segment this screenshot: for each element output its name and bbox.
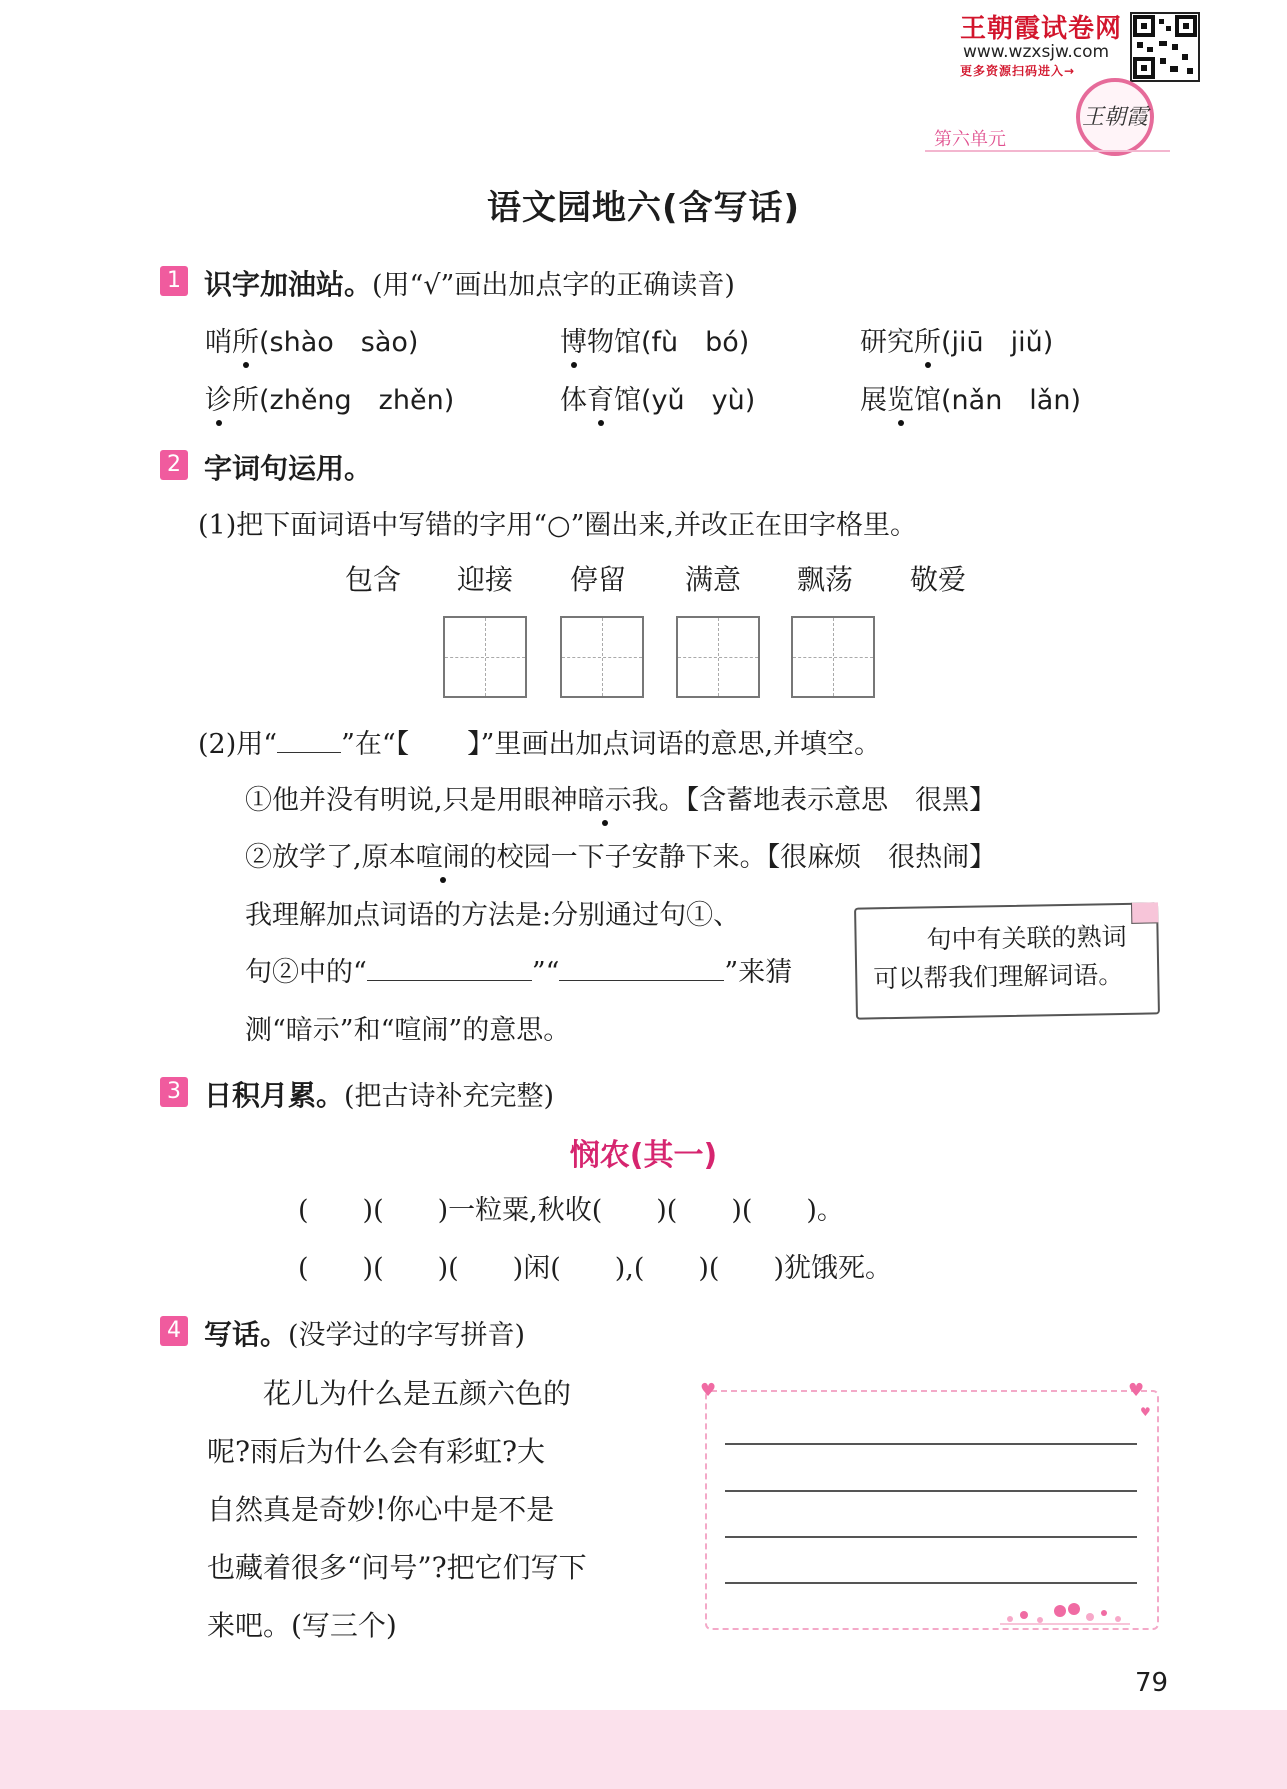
blank-1[interactable] [367,958,532,981]
brand-tagline: 更多资源扫码进入→ [960,64,1076,78]
section-2-title: 字词句运用。 [204,452,373,485]
poem-title: 悯农(其一) [569,1138,718,1173]
section-4-heading [204,1313,525,1353]
note-fold [1131,902,1158,923]
tian-grid-1[interactable] [443,616,527,698]
poem-line-2: ( )( )( )闲( ),( )( )犹饿死。 [298,1253,892,1284]
writing-prompt-2: 呢?雨后为什么会有彩虹?大 [207,1435,546,1468]
tian-grid-2[interactable] [560,616,644,698]
section-4-note: (没学过的字写拼音) [288,1320,526,1351]
word-2: 迎接 [457,563,514,596]
word-4: 满意 [685,563,742,596]
writing-line-4[interactable] [725,1582,1137,1584]
writing-area[interactable] [705,1390,1159,1630]
writing-line-1[interactable] [725,1443,1137,1445]
seal-text: 王朝霞 [1081,105,1148,130]
flower-decoration-icon [1000,1595,1130,1629]
section-1-title: 识字加油站。 [204,268,373,301]
method-line-3: 测“暗示”和“喧闹”的意思。 [245,1015,571,1046]
underline-sample [277,730,341,753]
heart-icon: ♥ [700,1380,717,1401]
pinyin-item-4: 诊所(zhěng zhěn) [205,378,454,417]
word-3: 停留 [570,563,627,596]
tian-grid-3[interactable] [676,616,760,698]
page-number: 79 [1135,1668,1169,1698]
unit-label: 第六单元 [934,129,1006,150]
section-1-number: 1 [160,266,188,296]
section-3-number: 3 [160,1077,188,1107]
brand-title: 王朝霞试卷网 [960,14,1123,44]
header-divider [925,150,1170,152]
pinyin-item-5: 体育馆(yǔ yù) [560,378,755,417]
pinyin-item-1: 哨所(shào sào) [205,320,418,359]
section-4-title: 写话。 [204,1318,289,1351]
hint-line-1: 句中有关联的熟词 [926,921,1127,955]
blank-2[interactable] [559,958,724,981]
qr-code-icon [1130,12,1200,82]
brand-seal-logo [1076,78,1154,156]
page-title: 语文园地六(含写话) [486,188,801,228]
sentence-2: ②放学了,原本喧闹的校园一下子安静下来。【很麻烦 很热闹】 [245,835,996,874]
writing-prompt-5: 来吧。(写三个) [207,1609,397,1642]
question-2-1: (1)把下面词语中写错的字用“○”圈出来,并改正在田字格里。 [198,510,917,541]
word-5: 飘荡 [797,563,854,596]
section-1-note: (用“√”画出加点字的正确读音) [372,270,735,301]
pinyin-item-6: 展览馆(nǎn lǎn) [860,378,1081,417]
method-line-1: 我理解加点词语的方法是:分别通过句①、 [245,900,741,931]
writing-line-3[interactable] [725,1536,1137,1538]
brand-url: www.wzxsjw.com [963,42,1110,62]
pinyin-item-2: 博物馆(fù bó) [560,320,749,359]
writing-prompt-1: 花儿为什么是五颜六色的 [207,1377,572,1410]
tian-grid-4[interactable] [791,616,875,698]
section-4-number: 4 [160,1316,188,1346]
heart-icon: ♥ [1140,1405,1151,1419]
heart-icon: ♥ [1128,1380,1145,1401]
section-3-title: 日积月累。 [204,1079,345,1112]
section-1-heading [204,263,735,303]
sentence-1: ①他并没有明说,只是用眼神暗示我。【含蓄地表示意思 很黑】 [245,778,996,817]
poem-line-1: ( )( )一粒粟,秋收( )( )( )。 [298,1195,844,1226]
section-3-note: (把古诗补充完整) [344,1081,555,1112]
word-1: 包含 [345,563,402,596]
hint-line-2: 可以帮我们理解词语。 [873,959,1124,994]
section-3-heading [204,1074,554,1114]
word-6: 敬爱 [910,563,967,596]
section-2-number: 2 [160,450,188,480]
pinyin-item-3: 研究所(jiū jiǔ) [860,320,1053,359]
writing-line-2[interactable] [725,1490,1137,1492]
method-line-2: 句②中的“ ”“ ”来猜 [245,957,793,988]
footer-band [0,1710,1287,1789]
question-2-2: (2)用“ ”在“【 】”里画出加点词语的意思,并填空。 [198,729,882,760]
hint-note [854,902,1160,1019]
writing-prompt-3: 自然真是奇妙!你心中是不是 [207,1493,555,1526]
writing-prompt-4: 也藏着很多“问号”?把它们写下 [207,1551,587,1584]
